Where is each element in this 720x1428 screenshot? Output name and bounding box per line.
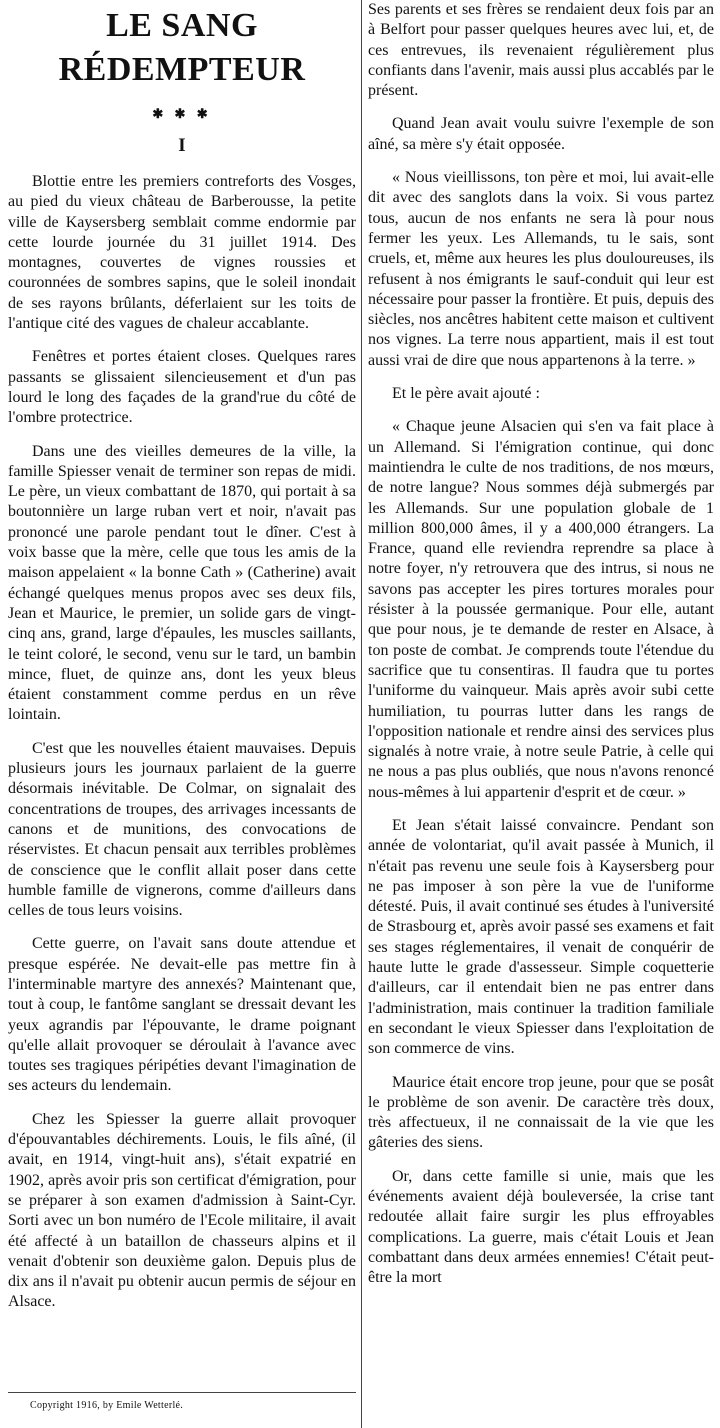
paragraph: Or, dans cette famille si unie, mais que les événements avaient déjà bouleversée, la crise tant redoutée allait faire surgir les plus effroyables complications. La guerre, mais c'était Louis et Jean combattant dans deux armées ennemies! C'était peut-être la mort (368, 1167, 714, 1287)
paragraph: Fenêtres et portes étaient closes. Quelques rares passants se glissaient silencieusement et d'un pas lourd le long des façades de la grand'rue du côté de l'ombre protectrice. (8, 348, 356, 427)
paragraph: Quand Jean avait voulu suivre l'exemple de son aîné, sa mère s'y était opposée. (368, 115, 714, 153)
paragraph: « Nous vieillissons, ton père et moi, lui avait-elle dit avec des sanglots dans la voix. Si vous partez tous, aucun de nos enfants ne sera là pour nous fermer les yeux. Les Allemands, tu le sais, sont cruels, et, même aux heures les plus douloureuses, ils refusent à nos émigrants le sauf-conduit qui leur est nécessaire pour passer la frontière. Et puis, depuis des siècles, nos ancêtres habitent cette maison et cultivent nos vignes. La terre nous appartient, mais il est tout aussi vrai de dire que nous appartenons à la terre. » (368, 169, 714, 369)
paragraph: Cette guerre, on l'avait sans doute attendue et presque espérée. Ne devait-elle pas mettre fin à l'interminable martyre des annexés? Maintenant que, tout à coup, le fantôme sanglant se dressait devant les yeux agrandis par l'épouvante, le drame poignant qu'elle allait provoquer se déroulait à l'avance avec toutes ses tragiques péripéties devant l'imagination de ses acteurs du lendemain. (8, 935, 356, 1095)
paragraph: « Chaque jeune Alsacien qui s'en va fait place à un Allemand. Si l'émigration continue, qui donc maintiendra le culte de nos traditions, de nos mœurs, de notre langue? Nous sommes déjà submergés par les Allemands. Sur une population globale de 1 million 800,000 âmes, il y a 400,000 étrangers. La France, quand elle reviendra reprendre sa place à notre foyer, n'y retrouvera que des intrus, si nous ne savons pas accepter les pires tortures morales pour résister à la poussée germanique. Pour elle, autant que pour nous, je te demande de rester en Alsace, à ton poste de combat. Je comprends toute l'étendue du sacrifice que tu consentiras. Il faudra que tu portes l'uniforme du vainqueur. Mais après avoir subi cette humiliation, tu pourras lutter dans les rangs de l'opposition nationale et rendre ainsi des services plus signalés à notre vraie, à notre seule Patrie, à celle qui ne nous a pas plus oubliés, que nous n'avons renoncé nous-mêmes à lui appartenir d'esprit et de cœur. » (368, 418, 714, 801)
copyright-notice: Copyright 1916, by Emile Wetterlé. (8, 1392, 356, 1413)
paragraph: Dans une des vieilles demeures de la ville, la famille Spiesser venait de terminer son repas de midi. Le père, un vieux combattant de 1870, qui portait à sa boutonnière un large ruban vert et noir, n'avait pas prononcé une parole pendant tout le dîner. C'est à voix basse que la mère, celle que tous les amis de la maison appelaient « la bonne Cath » (Catherine) avait échangé quelques menus propos avec ses deux fils, Jean et Maurice, le premier, un solide gars de vingt-cinq ans, grand, large d'épaules, les muscles saillants, le teint coloré, le second, venu sur le tard, un bambin mince, fluet, de quinze ans, dont les yeux bleus étaient constamment comme perdus en un rêve lointain. (8, 442, 356, 724)
paragraph: Blottie entre les premiers contreforts des Vosges, au pied du vieux château de Barberousse, la petite ville de Kaysersberg semblait comme endormie par cette lourde journée du 31 juillet 1914. Des montagnes, couvertes de vignes roussies et couronnées de sombres sapins, que le soleil inondait de ses rayons brûlants, déferlaient sur les toits de l'antique cité des vagues de chaleur accablante. (8, 173, 356, 333)
paragraph: Et le père avait ajouté : (392, 385, 540, 403)
paragraph: C'est que les nouvelles étaient mauvaises. Depuis plusieurs jours les journaux parlaient de la guerre désormais inévitable. De Colmar, on signalait des concentrations de troupes, des arrivages incessants de canons et de munitions, des convocations de réservistes. Et chacun pensait aux terribles problèmes de conscience que le conflit allait poser dans cette humble famille de vignerons, comme d'ailleurs dans celles de tous leurs voisins. (8, 739, 356, 920)
chapter-number: I (178, 135, 186, 156)
paragraph: Maurice était encore trop jeune, pour que se posât le problème de son avenir. De caractère très doux, très affectueux, il ne connaissait de la vie que les gâteries des siens. (368, 1073, 714, 1152)
left-column (8, 0, 356, 1428)
right-column (368, 0, 714, 1428)
article-title: LE SANG RÉDEMPTEUR (58, 7, 306, 88)
paragraph: Chez les Spiesser la guerre allait provoquer d'épouvantables déchirements. Louis, le fils aîné, (il avait, en 1914, vingt-huit ans), s'était expatrié en 1902, après avoir pris son certificat d'émigration, pour se préparer à son examen d'admission à Saint-Cyr. Sorti avec un bon numéro de l'Ecole militaire, il avait été affecté à un bataillon de chasseurs alpins et il venait d'obtenir son deuxième galon. Depuis plus de dix ans il n'avait pu obtenir aucun permis de séjour en Alsace. (8, 1110, 356, 1311)
paragraph: Ses parents et ses frères se rendaient deux fois par an à Belfort pour passer quelques heures avec lui, et, de ces entrevues, ils revenaient régulièrement plus confiants dans l'avenir, mais aussi plus accablés par le présent. (368, 1, 714, 100)
column-divider (361, 0, 362, 1428)
ornament-stars: ✱ ✱ ✱ (152, 106, 212, 121)
paragraph: Et Jean s'était laissé convaincre. Pendant son année de volontariat, qu'il avait passée à Munich, il n'était pas revenu une seule fois à Kaysersberg pour ne pas imposer à son père la vue de l'uniforme détesté. Puis, il avait continué ses études à l'université de Strasbourg et, après avoir passé ses examens et fait ses stages réglementaires, il venait de conquérir de haute lutte le grade d'assesseur. Simple coquetterie d'ailleurs, car il entendait bien ne pas entrer dans l'administration, mais continuer la tradition familiale en secondant le vieux Spiesser dans l'exploitation de son commerce de vins. (368, 816, 714, 1058)
